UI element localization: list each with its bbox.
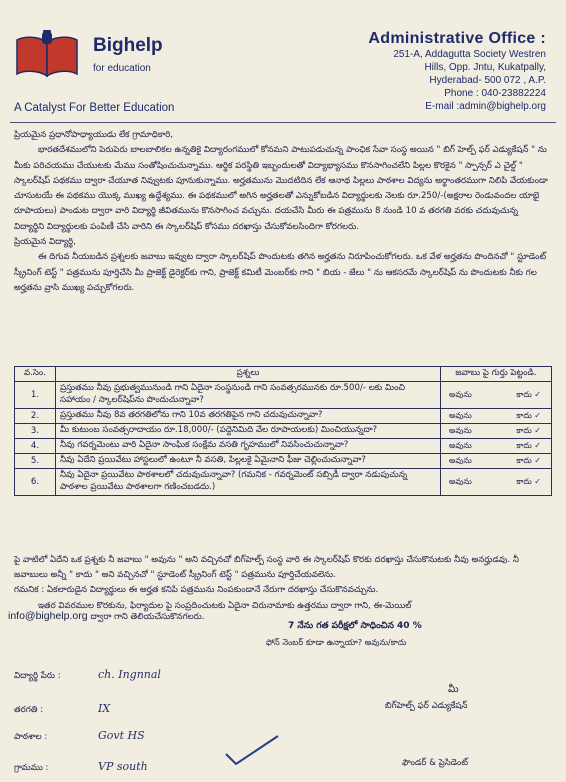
table-row bbox=[15, 424, 552, 439]
answer-no[interactable]: కాదు bbox=[516, 440, 532, 450]
office-line: Hyderabad- 500 072 , A.P. bbox=[429, 75, 546, 86]
row-question: ప్రస్తుతము నీవు 8వ తరగతిలోను గాని 10వ తరగతిపైన గాని చదువుచున్నావా? bbox=[56, 409, 441, 424]
office-address bbox=[316, 30, 546, 113]
village-value[interactable]: VP south bbox=[98, 760, 148, 773]
table-row bbox=[15, 454, 552, 469]
brand-subtitle: for education bbox=[93, 63, 151, 74]
answer-yes[interactable]: అవును bbox=[449, 440, 472, 450]
office-email: E-mail :admin@bighelp.org bbox=[425, 101, 546, 112]
answer-yes[interactable]: అవును bbox=[449, 425, 472, 435]
row-number: 5. bbox=[15, 454, 56, 469]
office-title: Administrative Office : bbox=[368, 30, 546, 47]
checkmark-icon: ✓ bbox=[534, 476, 541, 486]
signature-yours: మీ bbox=[448, 684, 459, 695]
answer-cell[interactable] bbox=[441, 424, 552, 439]
field-village bbox=[14, 760, 148, 775]
answer-yes[interactable]: అవును bbox=[449, 410, 472, 420]
row-question: మీ కుటుంబ సంవత్సరాదాయం రూ.18,000/- (పద్దెనిమిది వేల రూపాయలకు) మించియున్నదా? bbox=[56, 424, 441, 439]
answer-no[interactable]: కాదు bbox=[516, 410, 532, 420]
student-salutation: ప్రియమైన విద్యార్థి, bbox=[14, 237, 76, 248]
signature-org: బిగ్‌హెల్ప్ ఫర్ ఎడ్యుకేషన్ bbox=[385, 701, 468, 711]
answer-yes[interactable]: అవును bbox=[449, 476, 472, 486]
contact-email-link[interactable]: info@bighelp.org bbox=[8, 610, 88, 622]
office-line: Hills, Opp. Jntu, Kukatpally, bbox=[424, 62, 546, 73]
contact-email-rest: ద్వారా గాని తెలియచేసుకొనగలరు. bbox=[90, 612, 205, 622]
office-line: 251-A, Addagutta Society Westren bbox=[393, 49, 546, 60]
name-value[interactable]: ch. Ingnnal bbox=[98, 668, 161, 681]
col-header-no: వ.సెం. bbox=[15, 367, 56, 382]
answer-cell[interactable] bbox=[441, 469, 552, 496]
answer-yes[interactable]: అవును bbox=[449, 455, 472, 465]
salutation: ప్రియమైన ప్రధానోపాధ్యాయుడు లేక గ్రామాధికారి, bbox=[14, 130, 174, 140]
name-label: విద్యార్థి పేరు : bbox=[14, 671, 61, 681]
row-question: ప్రస్తుతము నీవు ప్రభుత్వమునుండి గాని ఏదైనా సంస్థనుండి గాని సంవత్సరమునకు రూ.500/- లకు మించి సహాయం / స్కాలర్‌షిప్‌ను పొందుచున్నావా? bbox=[56, 382, 441, 409]
table-row bbox=[15, 409, 552, 424]
phone-question: ఫోన్‌ నెంబర్ కూడా ఉన్నాయా? అవును/కాదు bbox=[266, 637, 407, 647]
brand-name: Bighelp bbox=[93, 35, 163, 56]
table-header-row bbox=[15, 367, 552, 382]
intro-paragraph: భారతదేశములోని పెరుపెరు బాలబాలికల ఉన్నతికై విద్యారంగములో కోనమని పాటుపడుచున్న పాంఛిక సేవా సంస్థ అయిన " బిగ్ హెల్ప్ ఫర్ ఎడ్యుకేషన్ " ను మీకు పరిచయము చేయుటకు మేము సంతోషించుచున్నాము. ఆర్థిక పరస్థితి ఇబ్బందులతో విద్యాభ్యాసము కొనసాగించలేని పిల్లల కొరకైన " స్పాన్సర్ ఎ చైల్డ్ " స్కాలర్‌షిప్ పథకము ద్వారా చేయూత నివ్వుటకు పూనుకున్నాము. అర్హతమును మొదటిదిన లేక ఆనాథ పిల్లలు పాఠశాల విద్యను అర్థాంతరముగా నిలిపి వేయకుండా చూసుటయే ఈ పథకము యొక్క ముఖ్య ఉద్దేశ్యము. ఈ పథకములో అగిన అర్హతలతో ఎన్నుకోబడిన విద్యార్థులకు నెలకు రూ.250/-(అక్షరాల రెండువందల యాభై రూపాయలు) పాండుట ద్వారా వారి విద్యార్థి జీవితమును కొనసాగించ వచ్చును. దయచేసి మీరు ఈ పత్రమును 8 నుండి 10 వ తరగతి వరకు చదువుచున్న విద్యార్థిని విద్యార్థులకు పంపిణీ చేసి వారిని ఈ స్కాలర్‌షిప్ కోసము దరఖాస్తు చేసుకోవలసిందిగా కోరగలరు. bbox=[14, 145, 548, 232]
checkmark-icon: ✓ bbox=[534, 455, 541, 465]
row-number: 3. bbox=[15, 424, 56, 439]
handwritten-checkmark-icon bbox=[222, 732, 282, 768]
eligibility-note: పై వాటిలో ఏదేని ఒక ప్రశ్నకు నీ జవాబు " అవును " అని వచ్చినచో బిగ్‌హెల్ప్ సంస్థ వారి ఈ స్కాలర్‌షిప్ కొరకు దరఖాస్తు చేసుకొనుటకు నీవు అనర్హుడవు. నీ జవాబులు అన్నీ " కాదు " అని వచ్చినచో " స్టూడెంట్ స్క్రీనింగ్ టెస్ట్ " పత్రమును పూర్తిచేయవలెను. bbox=[14, 555, 519, 581]
school-value[interactable]: Govt HS bbox=[98, 729, 145, 742]
open-book-logo-icon bbox=[14, 30, 80, 80]
eligibility-table bbox=[14, 366, 552, 496]
header-divider bbox=[10, 122, 556, 123]
table-row bbox=[15, 439, 552, 454]
field-school bbox=[14, 729, 145, 744]
table-row bbox=[15, 469, 552, 496]
class-label: తరగతి : bbox=[14, 705, 44, 715]
marks-line: 7 నేను గత పరీక్షలో సాధించిన 40 % bbox=[288, 621, 422, 631]
checkmark-icon: ✓ bbox=[534, 410, 541, 420]
row-question: నీవు ఏదైనా ప్రయివేటు పాఠశాలలో చదువుచున్నావా? (గమనిక - గవర్నమెంట్ సబ్సిడీ ద్వారా నడుపుచున్న పాఠశాల ప్రయివేటు పాఠశాలగా గణించబడదు.) bbox=[56, 469, 441, 496]
answer-cell[interactable] bbox=[441, 439, 552, 454]
col-header-answer: జవాబు పై గుర్తు పెట్టండి. bbox=[441, 367, 552, 382]
notes-section bbox=[14, 553, 550, 614]
answer-cell[interactable] bbox=[441, 409, 552, 424]
checkmark-icon: ✓ bbox=[534, 425, 541, 435]
instructions-paragraph: ఈ దిగువ నీయబడిన ప్రశ్నలకు జవాబు ఇవ్వుట ద్వారా స్కాలర్‌షిప్ పొందుటకు తగిన అర్హతను నిరూపించుకోగలరు. ఒక వేళ అర్హతను పొందినచో " స్టూడెంట్ స్క్రీనింగ్ టెస్ట్ " పత్రమును పూర్తిచేసి మీ ప్రాజెక్ట్ డైరెక్టర్‌కు గాని, ప్రాజెక్ట్ కమిటీ మెంబర్‌కు గాని " బియ - జేలు " ను ఆకసరమే స్కాలర్‌షిప్ ను పొందుటకు నీకు గల అర్హతను వ్రాసి ముఖ్య పచ్చుకోగలరు. bbox=[14, 252, 547, 293]
signature-title: ఫౌండర్ & ప్రెసిడెంట్ bbox=[402, 758, 468, 768]
row-number: 6. bbox=[15, 469, 56, 496]
row-question: నీవు గవర్నమెంటు వారి ఏదైనా సాంఘిక సంక్షేమ వసతి గృహములో నివసించుచున్నావా? bbox=[56, 439, 441, 454]
answer-cell[interactable] bbox=[441, 382, 552, 409]
class-value[interactable]: IX bbox=[98, 702, 111, 715]
field-name bbox=[14, 668, 161, 683]
table-row bbox=[15, 382, 552, 409]
school-label: పాఠశాల : bbox=[14, 732, 48, 742]
answer-no[interactable]: కాదు bbox=[516, 425, 532, 435]
answer-cell[interactable] bbox=[441, 454, 552, 469]
tagline: A Catalyst For Better Education bbox=[14, 102, 175, 114]
village-label: గ్రామము : bbox=[14, 763, 49, 773]
answer-no[interactable]: కాదు bbox=[516, 389, 532, 399]
row-number: 2. bbox=[15, 409, 56, 424]
special-note: గమనిక : ఏకలారుడైన విద్యార్థులు ఈ అర్హత కనిపి పత్రమును నింపకుండానే నేరుగా దరఖాస్తు చేసుకొనవచ్చును. bbox=[14, 585, 379, 596]
letter-body bbox=[14, 128, 550, 296]
contact-note: ఇతర వివరముల కొరకును, ఫిర్యాదుల పై సంప్రదించుటకు ఏదైనా చిరునామాకు ఉత్తరము ద్వారా గాని, ఈ-మెయిల్ bbox=[38, 600, 412, 611]
answer-no[interactable]: కాదు bbox=[516, 476, 532, 486]
row-number: 1. bbox=[15, 382, 56, 409]
answer-no[interactable]: కాదు bbox=[516, 455, 532, 465]
field-class bbox=[14, 702, 110, 717]
col-header-question: ప్రశ్నలు bbox=[56, 367, 441, 382]
contact-email-line bbox=[8, 610, 204, 624]
row-number: 4. bbox=[15, 439, 56, 454]
office-phone: Phone : 040-23882224 bbox=[444, 88, 546, 99]
checkmark-icon: ✓ bbox=[534, 389, 541, 399]
row-question: నీవు ఏదేని ప్రయివేటు హాస్టలులో ఉంటూ నీ వసతి, పిల్లలకై ఏమైనాని ఫీజు చెల్లించుచున్నావా? bbox=[56, 454, 441, 469]
checkmark-icon: ✓ bbox=[534, 440, 541, 450]
answer-yes[interactable]: అవును bbox=[449, 389, 472, 399]
